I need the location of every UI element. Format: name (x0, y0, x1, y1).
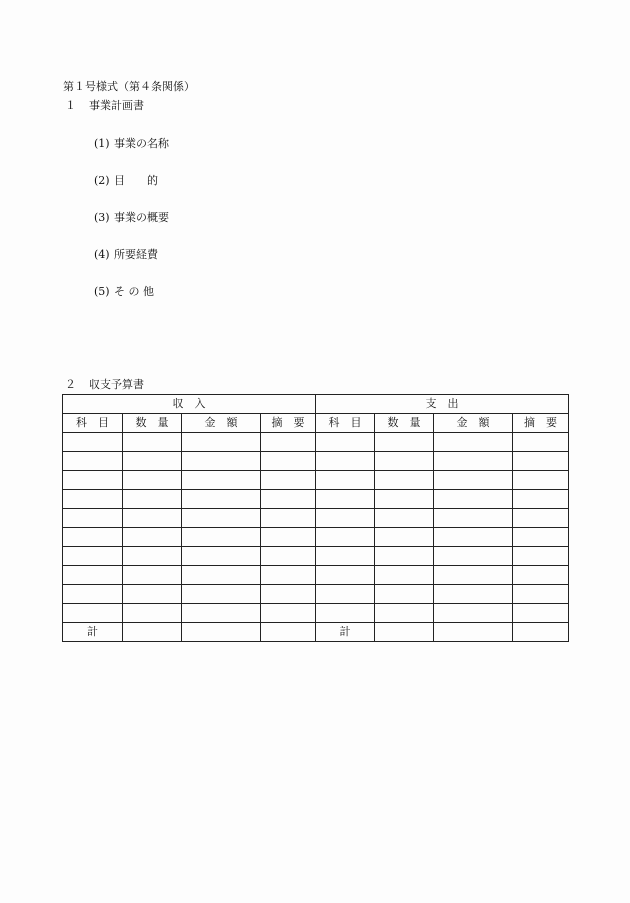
item-number: (1) (94, 137, 110, 150)
plan-item-name (94, 137, 169, 151)
expense-subject-cell[interactable] (316, 471, 375, 490)
income-subject-cell[interactable] (63, 433, 123, 452)
expense-amount-cell[interactable] (434, 433, 513, 452)
income-col-amount: 金 額 (182, 414, 261, 433)
expense-quantity-cell[interactable] (375, 509, 434, 528)
income-amount-cell[interactable] (182, 604, 261, 623)
section1-title: 事業計画書 (89, 99, 144, 112)
section2-title: 収支予算書 (89, 378, 144, 391)
item-label: 事業の概要 (114, 211, 169, 224)
expense-amount-cell[interactable] (434, 585, 513, 604)
expense-quantity-cell[interactable] (375, 604, 434, 623)
item-label: そ の 他 (114, 285, 154, 298)
income-quantity-cell[interactable] (123, 433, 182, 452)
income-remarks-cell[interactable] (261, 585, 316, 604)
income-quantity-cell[interactable] (123, 509, 182, 528)
form-title: 第１号様式（第４条関係） (63, 80, 195, 93)
income-remarks-total-cell[interactable] (261, 623, 316, 642)
expense-amount-cell[interactable] (434, 471, 513, 490)
expense-remarks-cell[interactable] (513, 433, 569, 452)
income-quantity-cell[interactable] (123, 566, 182, 585)
expense-total-label: 計 (316, 623, 375, 642)
table-row (63, 433, 569, 452)
income-subject-cell[interactable] (63, 566, 123, 585)
income-quantity-cell[interactable] (123, 490, 182, 509)
expense-remarks-cell[interactable] (513, 585, 569, 604)
table-row (63, 452, 569, 471)
expense-quantity-cell[interactable] (375, 490, 434, 509)
income-amount-cell[interactable] (182, 547, 261, 566)
expense-amount-cell[interactable] (434, 452, 513, 471)
expense-quantity-cell[interactable] (375, 585, 434, 604)
plan-item-summary (94, 211, 169, 225)
income-subject-cell[interactable] (63, 452, 123, 471)
expense-amount-cell[interactable] (434, 604, 513, 623)
income-amount-cell[interactable] (182, 528, 261, 547)
expense-subject-cell[interactable] (316, 452, 375, 471)
item-label: 所要経費 (114, 248, 158, 261)
income-remarks-cell[interactable] (261, 509, 316, 528)
expense-remarks-cell[interactable] (513, 566, 569, 585)
income-amount-cell[interactable] (182, 452, 261, 471)
income-quantity-cell[interactable] (123, 547, 182, 566)
item-label: 目 的 (114, 174, 158, 187)
income-quantity-cell[interactable] (123, 604, 182, 623)
expense-remarks-cell[interactable] (513, 471, 569, 490)
income-col-quantity: 数 量 (123, 414, 182, 433)
income-subject-cell[interactable] (63, 509, 123, 528)
income-quantity-cell[interactable] (123, 452, 182, 471)
expense-amount-total-cell[interactable] (434, 623, 513, 642)
income-amount-cell[interactable] (182, 566, 261, 585)
expense-subject-cell[interactable] (316, 490, 375, 509)
expense-remarks-total-cell[interactable] (513, 623, 569, 642)
income-subject-cell[interactable] (63, 490, 123, 509)
expense-col-quantity: 数 量 (375, 414, 434, 433)
income-amount-cell[interactable] (182, 509, 261, 528)
expense-subject-cell[interactable] (316, 566, 375, 585)
expense-subject-cell[interactable] (316, 547, 375, 566)
expense-subject-cell[interactable] (316, 509, 375, 528)
total-row (63, 623, 569, 642)
income-amount-cell[interactable] (182, 471, 261, 490)
item-number: (2) (94, 174, 110, 187)
item-number: (4) (94, 248, 110, 261)
table-row (63, 471, 569, 490)
income-remarks-cell[interactable] (261, 490, 316, 509)
section2-heading (65, 378, 144, 392)
expense-remarks-cell[interactable] (513, 509, 569, 528)
plan-item-purpose (94, 174, 158, 188)
expense-subject-cell[interactable] (316, 585, 375, 604)
expense-quantity-total-cell[interactable] (375, 623, 434, 642)
income-quantity-cell[interactable] (123, 585, 182, 604)
income-subject-cell[interactable] (63, 604, 123, 623)
section1-number: １ (65, 99, 76, 112)
income-subject-cell[interactable] (63, 585, 123, 604)
table-row (63, 585, 569, 604)
expense-amount-cell[interactable] (434, 547, 513, 566)
expense-remarks-cell[interactable] (513, 528, 569, 547)
item-number: (5) (94, 285, 110, 298)
income-remarks-cell[interactable] (261, 528, 316, 547)
income-quantity-total-cell[interactable] (123, 623, 182, 642)
section2-number: ２ (65, 378, 76, 391)
expense-amount-cell[interactable] (434, 566, 513, 585)
expense-amount-cell[interactable] (434, 528, 513, 547)
income-amount-cell[interactable] (182, 490, 261, 509)
budget-table (62, 394, 569, 642)
expense-subject-cell[interactable] (316, 433, 375, 452)
income-remarks-cell[interactable] (261, 471, 316, 490)
income-amount-total-cell[interactable] (182, 623, 261, 642)
income-remarks-cell[interactable] (261, 452, 316, 471)
table-row (63, 509, 569, 528)
plan-item-cost (94, 248, 158, 262)
expense-header: 支 出 (316, 395, 569, 414)
section1-heading (65, 99, 144, 113)
expense-subject-cell[interactable] (316, 528, 375, 547)
table-row (63, 490, 569, 509)
income-col-subject: 科 目 (63, 414, 123, 433)
income-quantity-cell[interactable] (123, 471, 182, 490)
item-label: 事業の名称 (114, 137, 169, 150)
table-row (63, 528, 569, 547)
table-row (63, 604, 569, 623)
income-subject-cell[interactable] (63, 471, 123, 490)
income-amount-cell[interactable] (182, 433, 261, 452)
plan-item-other (94, 285, 154, 299)
expense-remarks-cell[interactable] (513, 452, 569, 471)
income-total-label: 計 (63, 623, 123, 642)
income-subject-cell[interactable] (63, 528, 123, 547)
expense-amount-cell[interactable] (434, 509, 513, 528)
expense-quantity-cell[interactable] (375, 452, 434, 471)
expense-quantity-cell[interactable] (375, 433, 434, 452)
income-amount-cell[interactable] (182, 585, 261, 604)
expense-quantity-cell[interactable] (375, 566, 434, 585)
income-subject-cell[interactable] (63, 547, 123, 566)
expense-col-amount: 金 額 (434, 414, 513, 433)
income-remarks-cell[interactable] (261, 547, 316, 566)
expense-col-subject: 科 目 (316, 414, 375, 433)
expense-col-remarks: 摘 要 (513, 414, 569, 433)
expense-quantity-cell[interactable] (375, 471, 434, 490)
item-number: (3) (94, 211, 110, 224)
income-quantity-cell[interactable] (123, 528, 182, 547)
income-header: 収 入 (63, 395, 316, 414)
income-remarks-cell[interactable] (261, 433, 316, 452)
expense-remarks-cell[interactable] (513, 547, 569, 566)
expense-subject-cell[interactable] (316, 604, 375, 623)
expense-amount-cell[interactable] (434, 490, 513, 509)
income-remarks-cell[interactable] (261, 604, 316, 623)
expense-quantity-cell[interactable] (375, 528, 434, 547)
expense-remarks-cell[interactable] (513, 604, 569, 623)
income-remarks-cell[interactable] (261, 566, 316, 585)
income-col-remarks: 摘 要 (261, 414, 316, 433)
table-row (63, 566, 569, 585)
expense-quantity-cell[interactable] (375, 547, 434, 566)
table-row (63, 547, 569, 566)
expense-remarks-cell[interactable] (513, 490, 569, 509)
